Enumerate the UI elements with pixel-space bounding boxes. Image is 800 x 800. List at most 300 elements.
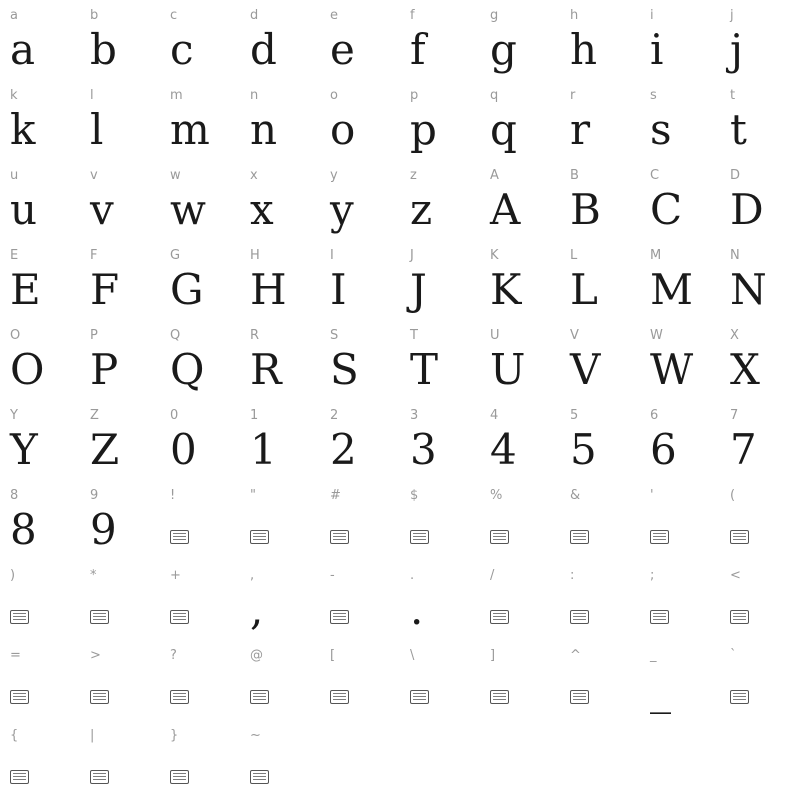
glyph-cell-sample — [10, 664, 80, 716]
notdef-box-icon — [250, 530, 269, 544]
glyph-cell-label: I — [330, 248, 335, 263]
glyph-cell[interactable] — [160, 88, 240, 168]
glyph-cell-sample: Y — [10, 425, 38, 474]
glyph-cell[interactable] — [400, 568, 480, 648]
glyph-cell-label: C — [650, 168, 660, 183]
glyph-cell-sample — [250, 664, 320, 716]
notdef-box-icon — [490, 690, 509, 704]
glyph-cell-sample — [650, 584, 720, 636]
notdef-box-icon — [170, 770, 189, 784]
glyph-cell-sample — [10, 744, 80, 796]
glyph-cell-label: . — [410, 568, 415, 583]
glyph-cell[interactable] — [160, 728, 240, 800]
glyph-cell-sample — [730, 584, 800, 636]
glyph-cell-sample: R — [250, 345, 282, 394]
glyph-cell[interactable] — [160, 168, 240, 248]
glyph-cell-sample: O — [10, 345, 45, 394]
glyph-cell[interactable] — [400, 408, 480, 488]
glyph-grid — [0, 8, 800, 800]
notdef-box-icon — [650, 530, 669, 544]
glyph-cell[interactable] — [480, 248, 560, 328]
glyph-cell-label: ( — [730, 488, 736, 503]
glyph-cell-sample — [170, 504, 240, 556]
glyph-cell-sample — [170, 584, 240, 636]
glyph-cell[interactable] — [0, 88, 80, 168]
notdef-box-icon — [10, 610, 29, 624]
glyph-cell-label: f — [410, 8, 415, 23]
glyph-cell-sample — [490, 664, 560, 716]
notdef-box-icon — [490, 530, 509, 544]
glyph-cell[interactable] — [560, 248, 640, 328]
glyph-cell[interactable] — [160, 408, 240, 488]
glyph-cell[interactable] — [80, 728, 160, 800]
glyph-cell-label: s — [650, 88, 657, 103]
glyph-cell-sample: o — [330, 105, 356, 154]
glyph-cell[interactable] — [560, 168, 640, 248]
glyph-cell-label: w — [170, 168, 181, 183]
glyph-cell[interactable] — [320, 648, 400, 728]
glyph-cell[interactable] — [0, 328, 80, 408]
glyph-cell-label: U — [490, 328, 500, 343]
glyph-cell-sample: A — [490, 185, 521, 234]
glyph-cell-sample: N — [730, 265, 767, 314]
notdef-box-icon — [90, 690, 109, 704]
glyph-cell-sample: j — [730, 25, 744, 74]
glyph-cell-label: e — [330, 8, 339, 23]
glyph-cell[interactable] — [400, 488, 480, 568]
glyph-cell-label: ] — [490, 648, 496, 663]
glyph-cell-label: } — [170, 728, 179, 743]
glyph-cell-sample: v — [90, 185, 114, 234]
glyph-cell[interactable] — [160, 8, 240, 88]
glyph-cell-sample: 1 — [250, 425, 277, 474]
glyph-cell-label: m — [170, 88, 183, 103]
glyph-cell[interactable] — [720, 328, 800, 408]
glyph-cell[interactable] — [160, 648, 240, 728]
glyph-cell-label: * — [90, 568, 97, 583]
glyph-cell[interactable] — [160, 488, 240, 568]
glyph-cell-sample: 9 — [90, 505, 117, 554]
glyph-cell-sample: m — [170, 105, 210, 154]
glyph-cell-label: S — [330, 328, 339, 343]
glyph-cell-label: x — [250, 168, 258, 183]
glyph-cell-label: n — [250, 88, 259, 103]
glyph-cell[interactable] — [80, 168, 160, 248]
glyph-cell-label: z — [410, 168, 418, 183]
notdef-box-icon — [730, 690, 749, 704]
glyph-cell-label: 5 — [570, 408, 579, 423]
glyph-cell-sample: P — [90, 345, 119, 394]
glyph-cell[interactable] — [0, 568, 80, 648]
glyph-cell-label: i — [650, 8, 654, 23]
glyph-cell-sample — [730, 664, 800, 716]
glyph-cell[interactable] — [0, 248, 80, 328]
glyph-cell-sample: l — [90, 105, 104, 154]
glyph-cell-sample: S — [330, 345, 359, 394]
glyph-cell-sample: 6 — [650, 425, 677, 474]
glyph-cell-label: Q — [170, 328, 181, 343]
notdef-box-icon — [410, 530, 429, 544]
glyph-cell[interactable] — [240, 328, 320, 408]
glyph-cell[interactable] — [160, 328, 240, 408]
glyph-cell[interactable] — [80, 568, 160, 648]
glyph-cell-label: r — [570, 88, 576, 103]
glyph-cell[interactable] — [640, 168, 720, 248]
glyph-cell[interactable] — [160, 248, 240, 328]
glyph-cell-label: ` — [730, 648, 737, 663]
glyph-cell[interactable] — [480, 328, 560, 408]
glyph-cell[interactable] — [80, 88, 160, 168]
glyph-cell[interactable] — [320, 248, 400, 328]
glyph-cell[interactable] — [0, 8, 80, 88]
glyph-cell[interactable] — [640, 408, 720, 488]
glyph-cell-sample — [410, 504, 480, 556]
glyph-cell-sample — [90, 584, 160, 636]
glyph-cell-label: c — [170, 8, 178, 23]
glyph-cell[interactable] — [560, 488, 640, 568]
glyph-cell[interactable] — [480, 408, 560, 488]
glyph-cell-sample: H — [250, 265, 287, 314]
glyph-cell-sample — [730, 504, 800, 556]
notdef-box-icon — [250, 690, 269, 704]
glyph-cell-label: X — [730, 328, 740, 343]
glyph-cell-label: V — [570, 328, 580, 343]
glyph-cell[interactable] — [560, 648, 640, 728]
glyph-cell-sample: n — [250, 105, 278, 154]
glyph-cell-label: / — [490, 568, 495, 583]
glyph-cell-label: 4 — [490, 408, 499, 423]
glyph-cell[interactable] — [80, 8, 160, 88]
glyph-cell[interactable] — [480, 168, 560, 248]
glyph-cell-label: $ — [410, 488, 419, 503]
glyph-cell-label: < — [730, 568, 742, 583]
notdef-box-icon — [330, 610, 349, 624]
glyph-cell-sample — [570, 584, 640, 636]
glyph-cell-sample: x — [250, 185, 274, 234]
glyph-cell-sample: t — [730, 105, 747, 154]
glyph-cell[interactable] — [560, 568, 640, 648]
glyph-cell[interactable] — [240, 88, 320, 168]
glyph-cell-label: % — [490, 488, 503, 503]
glyph-cell-label: 3 — [410, 408, 419, 423]
glyph-cell[interactable] — [0, 648, 80, 728]
glyph-cell-label: { — [10, 728, 19, 743]
notdef-box-icon — [570, 530, 589, 544]
glyph-cell[interactable] — [560, 328, 640, 408]
glyph-cell-sample: M — [650, 265, 694, 314]
glyph-cell-sample: 4 — [490, 425, 517, 474]
glyph-cell-sample — [250, 744, 320, 796]
glyph-cell-label: 8 — [10, 488, 19, 503]
glyph-cell-sample — [330, 584, 400, 636]
glyph-cell[interactable] — [640, 488, 720, 568]
glyph-cell[interactable] — [80, 248, 160, 328]
glyph-cell-label: ? — [170, 648, 178, 663]
glyph-cell-sample: K — [490, 265, 522, 314]
glyph-cell[interactable] — [80, 328, 160, 408]
glyph-cell-sample: c — [170, 25, 194, 74]
glyph-cell-sample — [250, 504, 320, 556]
glyph-cell-label: g — [490, 8, 499, 23]
glyph-cell-label: : — [570, 568, 575, 583]
notdef-box-icon — [90, 610, 109, 624]
glyph-cell-label: # — [330, 488, 342, 503]
glyph-cell[interactable] — [720, 648, 800, 728]
glyph-cell[interactable] — [320, 488, 400, 568]
notdef-box-icon — [90, 770, 109, 784]
glyph-cell-label: " — [250, 488, 257, 503]
glyph-cell[interactable] — [320, 568, 400, 648]
notdef-box-icon — [730, 530, 749, 544]
glyph-cell-label: T — [410, 328, 419, 343]
glyph-cell[interactable] — [400, 8, 480, 88]
notdef-box-icon — [570, 690, 589, 704]
glyph-cell-sample — [490, 584, 560, 636]
glyph-cell[interactable] — [400, 648, 480, 728]
glyph-cell-sample: e — [330, 25, 355, 74]
glyph-cell[interactable] — [640, 648, 720, 728]
glyph-cell-label: 1 — [250, 408, 259, 423]
glyph-cell[interactable] — [480, 488, 560, 568]
glyph-cell[interactable] — [720, 88, 800, 168]
glyph-cell[interactable] — [240, 8, 320, 88]
glyph-cell[interactable] — [560, 88, 640, 168]
glyph-cell-sample: u — [10, 185, 38, 234]
glyph-cell-sample: I — [330, 265, 347, 314]
glyph-cell-sample — [410, 664, 480, 716]
glyph-cell[interactable] — [480, 568, 560, 648]
glyph-cell-sample: U — [490, 345, 526, 394]
glyph-cell-sample: h — [570, 25, 598, 74]
glyph-cell[interactable] — [560, 408, 640, 488]
glyph-cell-label: ' — [650, 488, 654, 503]
glyph-cell-sample: , — [250, 585, 264, 634]
glyph-cell-label: l — [90, 88, 94, 103]
glyph-cell[interactable] — [640, 568, 720, 648]
glyph-cell-label: | — [90, 728, 95, 743]
notdef-box-icon — [250, 770, 269, 784]
glyph-cell-label: b — [90, 8, 99, 23]
glyph-cell[interactable] — [640, 248, 720, 328]
glyph-cell-label: u — [10, 168, 19, 183]
glyph-cell-sample: X — [730, 345, 760, 394]
glyph-cell-label: & — [570, 488, 581, 503]
glyph-cell[interactable] — [720, 408, 800, 488]
glyph-cell-sample: E — [10, 265, 41, 314]
glyph-cell-label: d — [250, 8, 259, 23]
glyph-cell-label: ; — [650, 568, 655, 583]
glyph-cell-label: q — [490, 88, 499, 103]
glyph-cell-label: ! — [170, 488, 176, 503]
glyph-cell-label: 2 — [330, 408, 339, 423]
glyph-cell[interactable] — [320, 88, 400, 168]
glyph-cell-sample — [90, 744, 160, 796]
glyph-cell[interactable] — [720, 248, 800, 328]
glyph-cell-label: E — [10, 248, 19, 263]
notdef-box-icon — [170, 610, 189, 624]
glyph-cell[interactable] — [320, 328, 400, 408]
notdef-box-icon — [490, 610, 509, 624]
glyph-cell-label: R — [250, 328, 260, 343]
glyph-cell-label: t — [730, 88, 736, 103]
glyph-cell[interactable] — [720, 488, 800, 568]
glyph-cell-sample: b — [90, 25, 117, 74]
glyph-cell-sample: J — [410, 265, 427, 314]
glyph-cell-label: h — [570, 8, 579, 23]
glyph-cell-label: v — [90, 168, 98, 183]
glyph-cell-label: L — [570, 248, 578, 263]
glyph-cell-sample: 2 — [330, 425, 357, 474]
glyph-cell[interactable] — [240, 568, 320, 648]
glyph-cell[interactable] — [400, 168, 480, 248]
glyph-cell[interactable] — [0, 488, 80, 568]
glyph-cell[interactable] — [560, 8, 640, 88]
glyph-cell-sample: V — [570, 345, 601, 394]
glyph-cell[interactable] — [0, 408, 80, 488]
glyph-cell-label: J — [410, 248, 415, 263]
glyph-cell-label: D — [730, 168, 741, 183]
glyph-cell-sample: 3 — [410, 425, 437, 474]
glyph-cell[interactable] — [720, 168, 800, 248]
glyph-cell-label: 7 — [730, 408, 739, 423]
glyph-cell-sample: L — [570, 265, 598, 314]
glyph-cell-sample: k — [10, 105, 36, 154]
glyph-cell-label: o — [330, 88, 339, 103]
glyph-cell-label: F — [90, 248, 98, 263]
glyph-cell[interactable] — [640, 88, 720, 168]
glyph-cell-label: p — [410, 88, 419, 103]
glyph-cell-label: - — [330, 568, 335, 583]
glyph-cell[interactable] — [400, 88, 480, 168]
glyph-cell-label: B — [570, 168, 580, 183]
glyph-cell[interactable] — [480, 8, 560, 88]
notdef-box-icon — [330, 530, 349, 544]
glyph-cell-sample — [650, 504, 720, 556]
glyph-cell-label: a — [10, 8, 19, 23]
glyph-cell-sample: p — [410, 105, 437, 154]
glyph-cell-sample: g — [490, 25, 517, 74]
glyph-cell-sample: w — [170, 185, 206, 234]
glyph-cell[interactable] — [320, 408, 400, 488]
glyph-cell[interactable] — [80, 408, 160, 488]
notdef-box-icon — [650, 610, 669, 624]
glyph-cell-label: \ — [410, 648, 415, 663]
glyph-cell-sample — [90, 664, 160, 716]
glyph-cell-sample: 0 — [170, 425, 197, 474]
glyph-cell-sample: B — [570, 185, 601, 234]
glyph-cell-label: 6 — [650, 408, 659, 423]
glyph-cell-sample — [330, 664, 400, 716]
glyph-cell-sample — [170, 664, 240, 716]
glyph-cell-label: K — [490, 248, 499, 263]
glyph-cell-sample: s — [650, 105, 672, 154]
glyph-cell[interactable] — [240, 408, 320, 488]
glyph-cell[interactable] — [0, 728, 80, 800]
glyph-cell-label: k — [10, 88, 18, 103]
glyph-cell-sample: i — [650, 25, 664, 74]
glyph-cell-sample: Q — [170, 345, 205, 394]
glyph-cell-label: Z — [90, 408, 100, 423]
glyph-cell-label: M — [650, 248, 662, 263]
notdef-box-icon — [10, 770, 29, 784]
glyph-cell[interactable] — [640, 328, 720, 408]
glyph-cell-sample: r — [570, 105, 591, 154]
glyph-cell[interactable] — [400, 328, 480, 408]
glyph-cell[interactable] — [240, 488, 320, 568]
glyph-cell[interactable] — [240, 168, 320, 248]
glyph-cell-sample: a — [10, 25, 36, 74]
notdef-box-icon — [170, 690, 189, 704]
glyph-cell-sample: q — [490, 105, 517, 154]
glyph-cell-label: Y — [10, 408, 19, 423]
glyph-cell[interactable] — [240, 648, 320, 728]
glyph-cell[interactable] — [720, 8, 800, 88]
glyph-cell-label: W — [650, 328, 664, 343]
glyph-cell[interactable] — [480, 88, 560, 168]
glyph-cell-label: [ — [330, 648, 336, 663]
glyph-cell[interactable] — [240, 728, 320, 800]
glyph-cell[interactable] — [160, 568, 240, 648]
glyph-cell[interactable] — [640, 8, 720, 88]
glyph-cell[interactable] — [320, 8, 400, 88]
glyph-cell-label: y — [330, 168, 338, 183]
glyph-cell-sample — [330, 504, 400, 556]
notdef-box-icon — [570, 610, 589, 624]
glyph-cell-sample — [490, 504, 560, 556]
glyph-cell-label: ~ — [250, 728, 262, 743]
glyph-cell-sample — [570, 504, 640, 556]
notdef-box-icon — [330, 690, 349, 704]
glyph-cell-sample: F — [90, 265, 120, 314]
glyph-cell-sample: _ — [650, 665, 671, 714]
glyph-cell-sample: D — [730, 185, 764, 234]
glyph-cell[interactable] — [80, 488, 160, 568]
glyph-cell-label: 0 — [170, 408, 179, 423]
glyph-cell-sample: f — [410, 25, 426, 74]
glyph-cell-label: _ — [650, 648, 657, 663]
glyph-cell-sample — [170, 744, 240, 796]
glyph-cell-sample: . — [410, 585, 424, 634]
glyph-cell-label: > — [90, 648, 102, 663]
glyph-cell[interactable] — [480, 648, 560, 728]
glyph-cell[interactable] — [0, 168, 80, 248]
glyph-cell-label: H — [250, 248, 260, 263]
glyph-cell-label: A — [490, 168, 500, 183]
glyph-cell[interactable] — [80, 648, 160, 728]
glyph-cell-sample: G — [170, 265, 204, 314]
notdef-box-icon — [10, 690, 29, 704]
glyph-cell-label: P — [90, 328, 99, 343]
glyph-cell-label: j — [730, 8, 734, 23]
glyph-cell-label: O — [10, 328, 21, 343]
glyph-cell[interactable] — [320, 168, 400, 248]
glyph-cell-sample — [570, 664, 640, 716]
glyph-cell-sample: T — [410, 345, 439, 394]
glyph-cell[interactable] — [400, 248, 480, 328]
glyph-cell[interactable] — [720, 568, 800, 648]
notdef-box-icon — [170, 530, 189, 544]
glyph-cell-label: = — [10, 648, 22, 663]
glyph-cell-label: , — [250, 568, 255, 583]
glyph-cell-sample: z — [410, 185, 433, 234]
glyph-cell-sample: 8 — [10, 505, 37, 554]
glyph-cell-label: ^ — [570, 648, 582, 663]
glyph-cell[interactable] — [240, 248, 320, 328]
glyph-cell-sample: 5 — [570, 425, 597, 474]
glyph-cell-label: ) — [10, 568, 16, 583]
glyph-cell-sample: W — [650, 345, 694, 394]
glyph-cell-label: 9 — [90, 488, 99, 503]
